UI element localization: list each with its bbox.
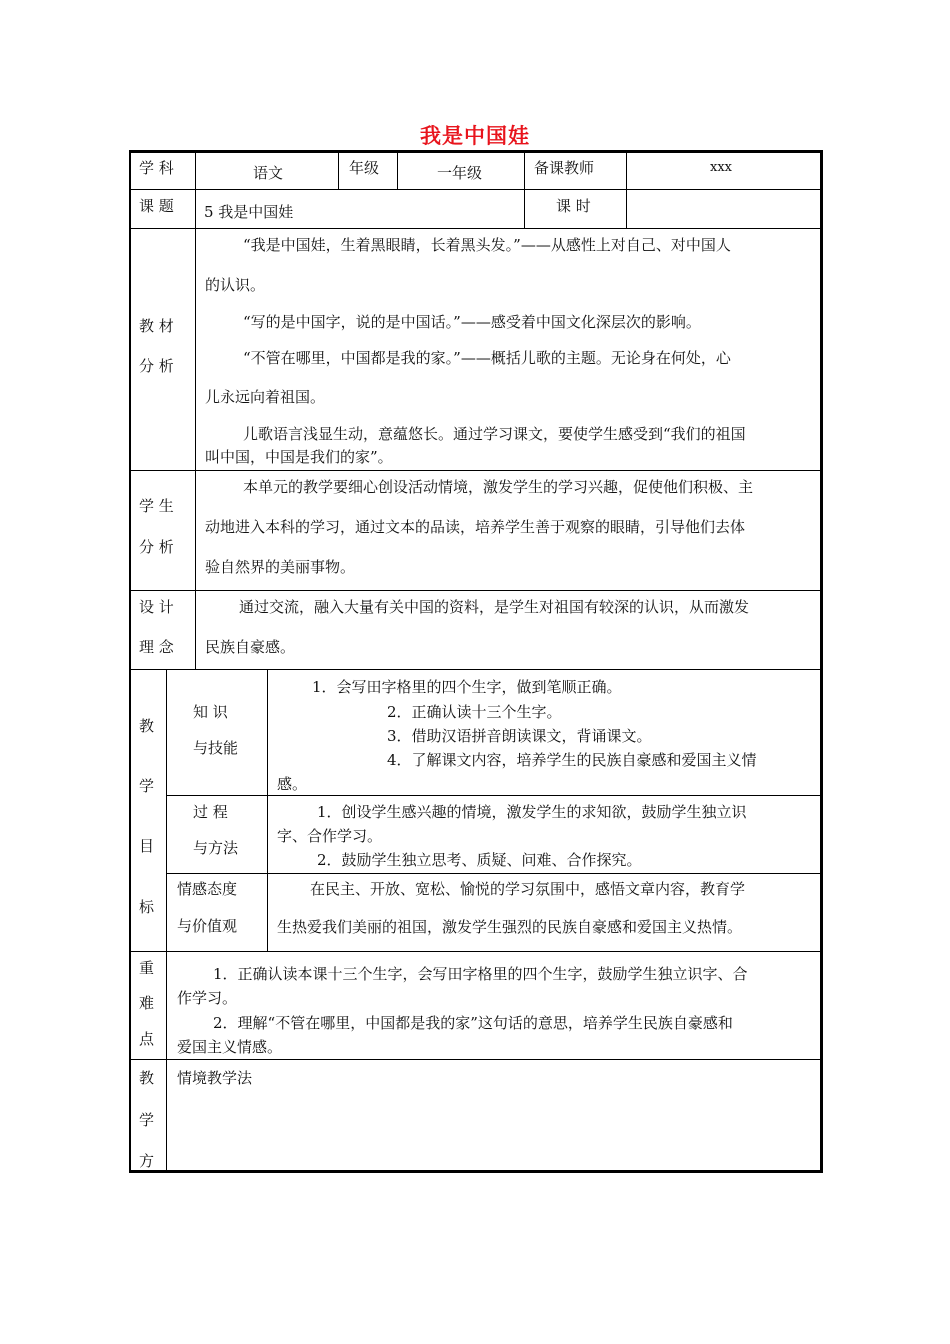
col-line: [397, 150, 398, 189]
col-line: [267, 669, 268, 951]
row-line: [129, 669, 823, 670]
teaching-method-value: 情境教学法: [177, 1069, 253, 1087]
subject-value: 语文: [253, 164, 284, 182]
table-border-right: [820, 150, 823, 1173]
key-points-label: 难: [139, 994, 155, 1012]
emotion-text: 在民主、开放、宽松、愉悦的学习氛围中，感悟文章内容，教育学: [310, 880, 746, 898]
textbook-analysis-text: “不管在哪里，中国都是我的家。”——概括儿歌的主题。无论身在何处，心: [243, 349, 731, 367]
knowledge-item: 2．正确认读十三个生字。: [387, 703, 562, 721]
knowledge-item: 感。: [277, 775, 308, 793]
key-points-text: 2．理解“不管在哪里，中国都是我的家”这句话的意思，培养学生民族自豪感和: [213, 1014, 733, 1032]
teaching-goals-label: 教: [139, 717, 155, 735]
textbook-analysis-text: 的认识。: [205, 276, 266, 294]
col-line: [338, 150, 339, 189]
process-label: 过 程: [193, 803, 228, 821]
emotion-label: 情感态度: [177, 880, 238, 898]
knowledge-item: 1．会写田字格里的四个生字，做到笔顺正确。: [312, 678, 622, 696]
design-concept-label: 理 念: [139, 638, 174, 656]
row-line: [129, 470, 823, 471]
key-points-label: 重: [139, 959, 155, 977]
student-analysis-label: 分 析: [139, 538, 174, 556]
teaching-method-label: 学: [139, 1111, 155, 1129]
textbook-analysis-label: 教 材: [139, 317, 174, 335]
row-line: [129, 951, 823, 952]
textbook-analysis-text: “我是中国娃，生着黑眼睛，长着黑头发。”——从感性上对自己、对中国人: [243, 236, 731, 254]
row-line: [129, 228, 823, 229]
textbook-analysis-text: “写的是中国字，说的是中国话。”——感受着中国文化深层次的影响。: [243, 313, 701, 331]
teaching-method-label: 方: [139, 1152, 155, 1170]
textbook-analysis-text: 儿歌语言浅显生动，意蕴悠长。通过学习课文，要使学生感受到“我们的祖国: [243, 425, 746, 443]
col-line: [195, 590, 196, 669]
design-concept-text: 民族自豪感。: [205, 638, 296, 656]
emotion-label: 与价值观: [177, 917, 238, 935]
row-line: [166, 873, 823, 874]
row-line: [129, 189, 823, 190]
student-analysis-text: 动地进入本科的学习，通过文本的品读，培养学生善于观察的眼睛，引导他们去体: [205, 518, 746, 536]
topic-label: 课 题: [139, 197, 174, 215]
key-points-text: 1．正确认读本课十三个生字，会写田字格里的四个生字，鼓励学生独立识字、合: [213, 965, 748, 983]
page-title: 我是中国娃: [420, 124, 530, 148]
knowledge-label: 与技能: [193, 739, 239, 757]
knowledge-item: 3．借助汉语拼音朗读课文，背诵课文。: [387, 727, 652, 745]
knowledge-item: 4．了解课文内容，培养学生的民族自豪感和爱国主义情: [387, 751, 757, 769]
row-line: [129, 1059, 823, 1060]
teaching-goals-label: 学: [139, 777, 155, 795]
teaching-goals-label: 标: [139, 898, 155, 916]
teacher-value: xxx: [710, 160, 732, 175]
subject-label: 学 科: [139, 159, 174, 177]
period-label: 课 时: [556, 197, 591, 215]
table-border-left: [129, 150, 131, 1173]
teaching-method-label: 教: [139, 1069, 155, 1087]
table-border-top: [129, 150, 823, 153]
student-analysis-text: 本单元的教学要细心创设活动情境，激发学生的学习兴趣，促使他们积极、主: [243, 478, 754, 496]
textbook-analysis-text: 儿永远向着祖国。: [205, 388, 326, 406]
student-analysis-text: 验自然界的美丽事物。: [205, 558, 356, 576]
col-line: [524, 150, 525, 228]
grade-label: 年级: [349, 159, 380, 177]
grade-value: 一年级: [437, 164, 483, 182]
col-line: [626, 150, 627, 228]
teaching-goals-label: 目: [139, 837, 155, 855]
key-points-text: 作学习。: [177, 989, 238, 1007]
col-line: [166, 669, 167, 1170]
design-concept-label: 设 计: [139, 598, 174, 616]
col-line: [195, 150, 196, 590]
student-analysis-label: 学 生: [139, 497, 174, 515]
row-line: [129, 590, 823, 591]
textbook-analysis-text: 叫中国，中国是我们的家”。: [205, 448, 393, 466]
teacher-label: 备课教师: [534, 159, 595, 177]
process-item: 1．创设学生感兴趣的情境，激发学生的求知欲，鼓励学生独立识: [317, 803, 747, 821]
emotion-text: 生热爱我们美丽的祖国，激发学生强烈的民族自豪感和爱国主义热情。: [277, 918, 743, 936]
row-line: [166, 795, 823, 796]
key-points-label: 点: [139, 1030, 155, 1048]
process-label: 与方法: [193, 839, 239, 857]
key-points-text: 爱国主义情感。: [177, 1038, 283, 1056]
textbook-analysis-label: 分 析: [139, 357, 174, 375]
process-item: 字、合作学习。: [277, 827, 383, 845]
design-concept-text: 通过交流，融入大量有关中国的资料，是学生对祖国有较深的认识，从而激发: [239, 598, 750, 616]
process-item: 2．鼓励学生独立思考、质疑、问难、合作探究。: [317, 851, 642, 869]
knowledge-label: 知 识: [193, 703, 228, 721]
topic-value: 5 我是中国娃: [204, 203, 294, 221]
table-border-bottom: [129, 1170, 823, 1173]
